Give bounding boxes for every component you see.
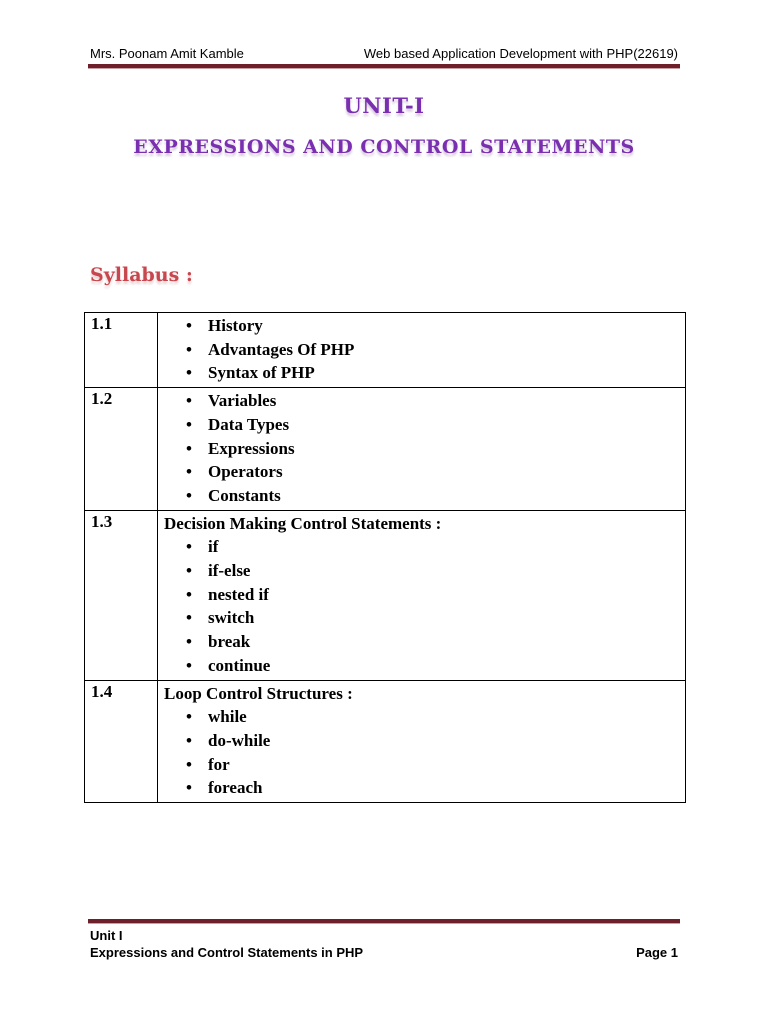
footer-unit: Unit I — [90, 928, 123, 943]
row-number: 1.4 — [85, 680, 158, 803]
chapter-title: EXPRESSIONS AND CONTROL STATEMENTS — [133, 136, 635, 158]
syllabus-heading: Syllabus : — [90, 264, 193, 286]
list-item: • nested if — [208, 583, 679, 607]
unit-title: UNIT-I — [343, 93, 425, 118]
table-row — [85, 388, 686, 511]
list-item: • Constants — [208, 484, 679, 508]
table-row — [85, 680, 686, 803]
list-item: • Syntax of PHP — [208, 361, 679, 385]
syllabus-table — [84, 312, 686, 803]
topic-list — [164, 705, 679, 800]
footer-rule — [88, 919, 680, 924]
list-item: • History — [208, 314, 679, 338]
list-item: • switch — [208, 606, 679, 630]
list-item: • Expressions — [208, 437, 679, 461]
list-item: • if — [208, 535, 679, 559]
list-item: • Advantages Of PHP — [208, 338, 679, 362]
row-number: 1.1 — [85, 313, 158, 388]
row-heading: Decision Making Control Statements : — [164, 513, 442, 533]
list-item: • Operators — [208, 460, 679, 484]
list-item: • Variables — [208, 389, 679, 413]
topic-list — [164, 389, 679, 508]
row-content — [158, 388, 686, 511]
list-item: • foreach — [208, 776, 679, 800]
list-item: • do-while — [208, 729, 679, 753]
list-item: • break — [208, 630, 679, 654]
footer-chapter: Expressions and Control Statements in PHP — [90, 945, 364, 960]
page-number: Page 1 — [636, 945, 678, 960]
header-course: Web based Application Development with PHP(22619) — [363, 46, 678, 61]
list-item: • for — [208, 753, 679, 777]
row-content — [158, 313, 686, 388]
row-content — [158, 510, 686, 680]
page-header — [90, 46, 680, 66]
row-content — [158, 680, 686, 803]
topic-list — [164, 535, 679, 677]
table-row — [85, 510, 686, 680]
page-footer — [90, 927, 680, 961]
row-number: 1.2 — [85, 388, 158, 511]
list-item: • if-else — [208, 559, 679, 583]
list-item: • continue — [208, 654, 679, 678]
table-row — [85, 313, 686, 388]
header-author: Mrs. Poonam Amit Kamble — [90, 46, 244, 61]
topic-list — [164, 314, 679, 385]
list-item: • while — [208, 705, 679, 729]
header-rule — [88, 64, 680, 69]
list-item: • Data Types — [208, 413, 679, 437]
row-number: 1.3 — [85, 510, 158, 680]
row-heading: Loop Control Structures : — [164, 683, 353, 703]
